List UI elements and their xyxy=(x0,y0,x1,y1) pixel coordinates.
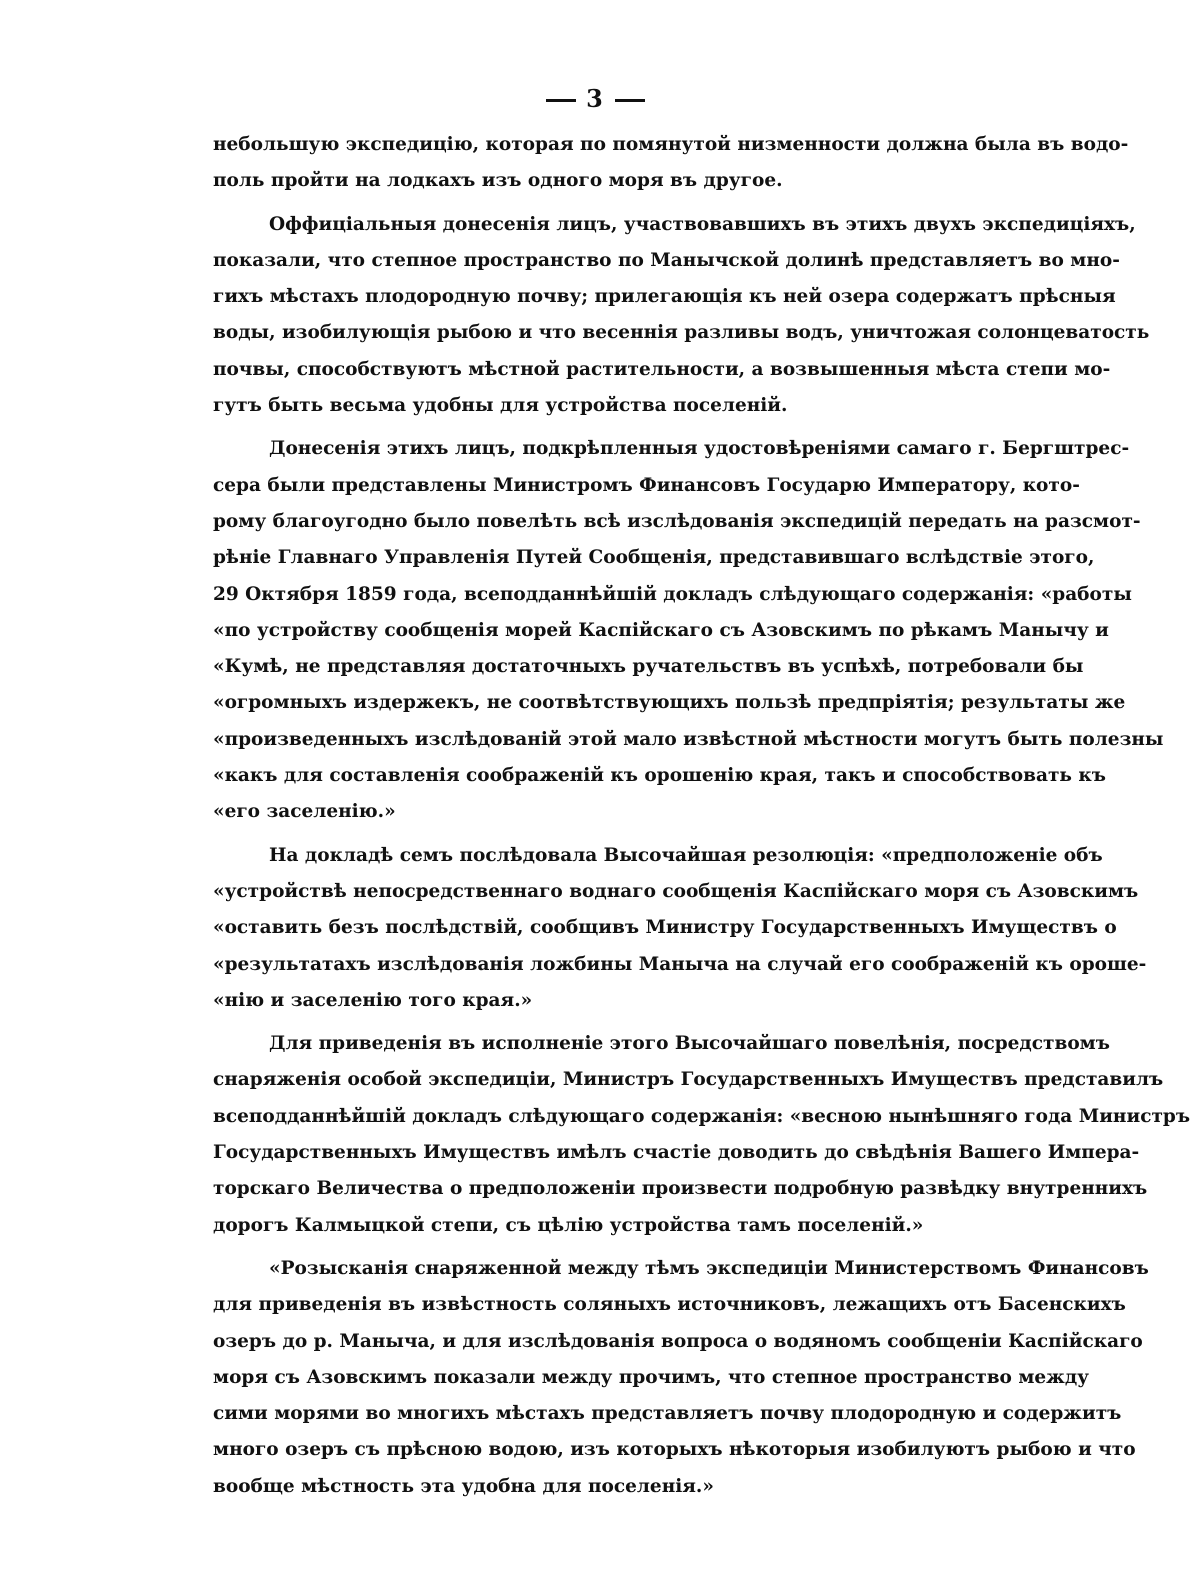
text-line: гутъ быть весьма удобны для устройства поселеній. xyxy=(213,395,788,417)
text-line: Для приведенія въ исполненіе этого Высочайшаго повелѣнія, посредствомъ xyxy=(269,1033,1110,1055)
text-line: сими морями во многихъ мѣстахъ представляетъ почву плодородную и содержитъ xyxy=(213,1403,1122,1425)
text-line: небольшую экспедицію, которая по помянутой низменности должна была въ водо- xyxy=(213,134,1129,155)
text-line: «устройствѣ непосредственнаго воднаго сообщенія Каспійскаго моря съ Азовскимъ xyxy=(213,880,1139,902)
text-line: «оставить безъ послѣдствій, сообщивъ Министру Государственныхъ Имуществъ о xyxy=(213,917,1117,939)
text-line: «Кумѣ, не представляя достаточныхъ ручательствъ въ успѣхѣ, потребовали бы xyxy=(213,656,1084,678)
text-line: «его заселенію.» xyxy=(213,801,396,823)
text-line: почвы, способствуютъ мѣстной растительности, а возвышенныя мѣста степи мо- xyxy=(213,358,1111,380)
text-line: На докладѣ семъ послѣдовала Высочайшая резолюція: «предположеніе объ xyxy=(269,844,1103,866)
text-line: дорогъ Калмыцкой степи, съ цѣлію устройства тамъ поселеній.» xyxy=(213,1214,924,1236)
text-line: показали, что степное пространство по Манычской долинѣ представляетъ во мно- xyxy=(213,249,1120,271)
text-line: «по устройству сообщенія морей Каспійскаго съ Азовскимъ по рѣкамъ Манычу и xyxy=(213,619,1109,641)
paragraph-reports-presented xyxy=(213,431,1164,830)
text-line: вообще мѣстность эта удобна для поселенія.» xyxy=(213,1475,714,1497)
text-line: воды, изобилующія рыбою и что весеннія разливы водъ, уничтожая солонцеватость xyxy=(213,322,1150,344)
paragraph-expedition-equipment xyxy=(213,1026,1191,1244)
text-line: озеръ до р. Маныча, и для изслѣдованія вопроса о водяномъ сообщеніи Каспійскаго xyxy=(213,1330,1143,1352)
text-line: для приведенія въ извѣстность соляныхъ источниковъ, лежащихъ отъ Басенскихъ xyxy=(213,1294,1126,1316)
text-line: всеподданнѣйшій докладъ слѣдующаго содержанія: «весною нынѣшняго года Министръ xyxy=(213,1105,1191,1127)
text-line: рѣніе Главнаго Управленія Путей Сообщенія, представившаго вслѣдствіе этого, xyxy=(213,547,1095,569)
text-line: рому благоугодно было повелѣть всѣ изслѣдованія экспедицій передать на разсмот- xyxy=(213,510,1141,532)
text-line: «Розысканія снаряженной между тѣмъ экспедиціи Министерствомъ Финансовъ xyxy=(269,1257,1149,1279)
document-body xyxy=(213,127,1191,1505)
paragraph-official-reports xyxy=(213,207,1150,425)
text-line: моря съ Азовскимъ показали между прочимъ, что степное пространство между xyxy=(213,1366,1090,1388)
text-line: поль пройти на лодкахъ изъ одного моря въ другое. xyxy=(213,170,783,192)
text-line: гихъ мѣстахъ плодородную почву; прилегающія къ ней озера содержатъ прѣсныя xyxy=(213,286,1116,308)
page-number xyxy=(0,84,1191,113)
text-line: Оффиціальныя донесенія лицъ, участвовавшихъ въ этихъ двухъ экспедиціяхъ, xyxy=(269,213,1136,235)
text-line: «какъ для составленія соображеній къ орошенію края, такъ и способствовать къ xyxy=(213,765,1106,787)
text-line: сера были представлены Министромъ Финансовъ Государю Императору, кото- xyxy=(213,474,1080,496)
text-line: «огромныхъ издержекъ, не соотвѣтствующихъ пользѣ предпріятія; результаты же xyxy=(213,692,1126,714)
left-dash xyxy=(546,99,576,102)
text-line: «нію и заселенію того края.» xyxy=(213,989,533,1011)
paragraph-continuation xyxy=(213,127,1129,200)
text-line: «результатахъ изслѣдованія ложбины Маныча на случай его соображеній къ ороше- xyxy=(213,953,1147,975)
text-line: 29 Октября 1859 года, всеподданнѣйшій докладъ слѣдующаго содержанія: «работы xyxy=(213,583,1132,605)
text-line: много озеръ съ прѣсною водою, изъ которыхъ нѣкоторыя изобилуютъ рыбою и что xyxy=(213,1439,1136,1461)
text-line: торскаго Величества о предположеніи произвести подробную развѣдку внутреннихъ xyxy=(213,1178,1148,1200)
paragraph-imperial-resolution xyxy=(213,838,1147,1019)
text-line: «произведенныхъ изслѣдованій этой мало извѣстной мѣстности могутъ быть полезны xyxy=(213,728,1164,750)
paragraph-investigations xyxy=(213,1251,1149,1505)
text-line: Государственныхъ Имуществъ имѣлъ счастіе доводить до свѣдѣнія Вашего Импера- xyxy=(213,1142,1140,1164)
page-number-text: 3 xyxy=(586,84,605,113)
text-line: Донесенія этихъ лицъ, подкрѣпленныя удостовѣреніями самаго г. Бергштрес- xyxy=(269,438,1130,460)
right-dash xyxy=(615,99,645,102)
text-line: снаряженія особой экспедиціи, Министръ Государственныхъ Имуществъ представилъ xyxy=(213,1069,1164,1091)
